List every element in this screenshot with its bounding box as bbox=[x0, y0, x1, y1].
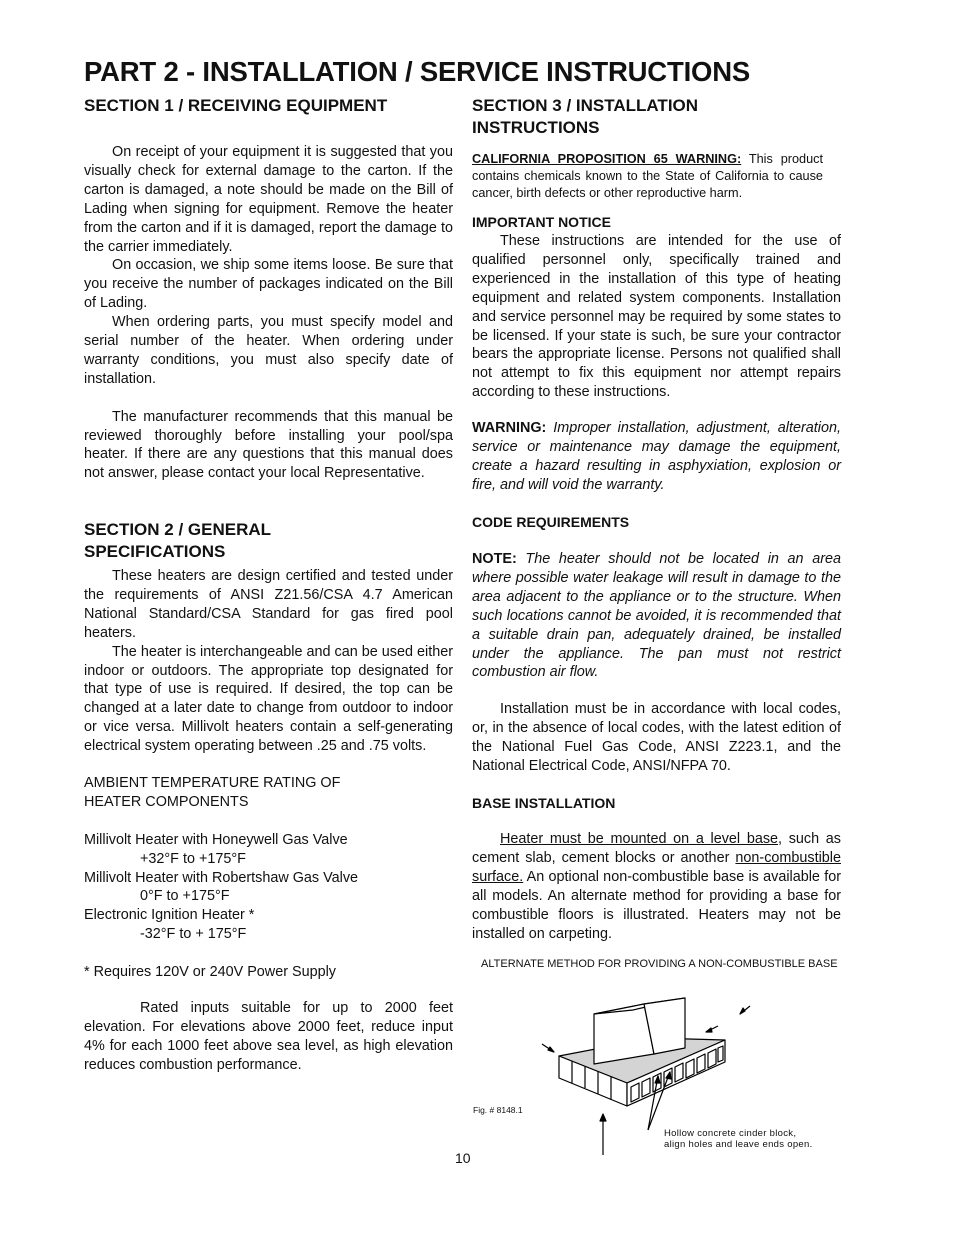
installation-codes-block bbox=[472, 700, 841, 776]
section-1-heading: SECTION 1 / RECEIVING EQUIPMENT bbox=[84, 96, 388, 115]
note-label: NOTE: bbox=[472, 551, 517, 567]
receiving-paragraph-1: On receipt of your equipment it is suggested that you visually check for external damage to the carton. If the carton is damaged, a note should be made on the Bill of Lading when signing for equipment. Remove the heater from the carton and if it is damaged, report the damage to the carrier immediately. bbox=[84, 144, 453, 255]
rating-electronic-range: -32°F to + 175°F bbox=[140, 926, 247, 943]
figure-callout-line-1: Hollow concrete cinder block, bbox=[664, 1128, 797, 1139]
figure-callout bbox=[664, 1128, 813, 1150]
installation-codes-text: Installation must be in accordance with local codes, or, in the absence of local codes, with the latest edition of the National Fuel Gas Code, ANSI Z223.1, and the National Electrical Code, ANSI/NFPA 70. bbox=[472, 701, 841, 774]
figure-number: Fig. # 8148.1 bbox=[473, 1105, 523, 1115]
warning-text: Improper installation, adjustment, alteration, service or maintenance may damage the equipment, create a hazard resulting in asphyxiation, explosion or fire, and will void the warranty. bbox=[472, 420, 841, 493]
page-number: 10 bbox=[455, 1150, 471, 1166]
section-3-heading-line-2: INSTRUCTIONS bbox=[472, 118, 600, 137]
elevation-paragraph bbox=[84, 999, 453, 1075]
rating-robertshaw-range: 0°F to +175°F bbox=[140, 888, 230, 905]
receiving-paragraph-4: The manufacturer recommends that this manual be reviewed thoroughly before installing your pool/spa heater. If there are any questions that this manual does not answer, please contact your local Representative. bbox=[84, 408, 453, 482]
rating-honeywell-range: +32°F to +175°F bbox=[140, 850, 246, 867]
non-combustible-text: non-combustible surface. bbox=[472, 849, 841, 885]
base-installation-body bbox=[472, 830, 841, 943]
elevation-text: Rated inputs suitable for up to 2000 feet elevation. For elevations above 2000 feet, reduce input 4% for each 1000 feet above sea level, as high elevation reduces combustion performance. bbox=[84, 1000, 453, 1073]
base-text-2: An optional non-combustible base is available for all models. An alternate method for providing a base for combustible floors is illustrated. Heaters may not be installed on carpeting. bbox=[472, 868, 841, 942]
section-2-heading-line-1: SECTION 2 / GENERAL bbox=[84, 520, 272, 539]
level-base-text: Heater must be mounted on a level base bbox=[500, 831, 779, 847]
important-notice-text: These instructions are intended for the use of qualified personnel only, specifically trained and experienced in the installation of this type of heating equipment and related system components. Installation and service personnel may be required by some states to be licensed. If your state is such, be sure your contractor bears the appropriate license. Persons not qualified shall not attempt to fix this equipment nor attempt repairs according to these instructions. bbox=[472, 233, 841, 401]
rating-honeywell-name: Millivolt Heater with Honeywell Gas Valve bbox=[84, 831, 348, 848]
rating-electronic-name: Electronic Ignition Heater * bbox=[84, 907, 255, 924]
base-text-1: , such as cement slab, cement blocks or another bbox=[472, 831, 842, 866]
section-2-body bbox=[84, 567, 453, 756]
prop-65-label: CALIFORNIA PROPOSITION 65 WARNING: bbox=[472, 152, 742, 166]
receiving-paragraph-3: When ordering parts, you must specify model and serial number of the heater. When ordering under warranty conditions, you must also specify date of installation. bbox=[84, 314, 453, 387]
important-notice-body bbox=[472, 232, 841, 402]
figure-callout-line-2: align holes and leave ends open. bbox=[664, 1139, 813, 1150]
section-2-heading-line-2: SPECIFICATIONS bbox=[84, 542, 226, 561]
ambient-rating-heading-1: AMBIENT TEMPERATURE RATING OF bbox=[84, 775, 341, 791]
warning-label: WARNING: bbox=[472, 420, 547, 436]
section-2-heading bbox=[84, 519, 271, 563]
prop-65-warning bbox=[472, 151, 823, 202]
section-3-heading-line-1: SECTION 3 / INSTALLATION bbox=[472, 96, 699, 115]
code-requirements-heading: CODE REQUIREMENTS bbox=[472, 514, 630, 530]
note-block bbox=[472, 550, 841, 682]
specifications-paragraph-2: The heater is interchangeable and can be used either indoor or outdoors. The appropriate top designated for that type of use is required. If desired, the top can be changed at a later date to change from outdoor to indoor or vice versa. Millivolt heaters contain a self-generating electrical system operating between .25 and .75 volts. bbox=[84, 643, 453, 755]
section-3-heading bbox=[472, 95, 698, 139]
receiving-paragraph-2: On occasion, we ship some items loose. Be sure that you receive the number of packages indicated on the Bill of Lading. bbox=[84, 257, 453, 312]
page-title: PART 2 - INSTALLATION / SERVICE INSTRUCTIONS bbox=[84, 56, 750, 87]
specifications-paragraph-1: These heaters are design certified and tested under the requirements of ANSI Z21.56/CSA 4.7 American National Standard/CSA Standard for gas fired pool heaters. bbox=[84, 568, 453, 641]
prop-65-text: This product contains chemicals known to the State of California to cause cancer, birth defects or other reproductive harm. bbox=[472, 152, 824, 200]
figure-caption: ALTERNATE METHOD FOR PROVIDING A NON-COMBUSTIBLE BASE bbox=[481, 958, 838, 970]
ambient-rating-heading-2: HEATER COMPONENTS bbox=[84, 793, 249, 810]
base-installation-heading: BASE INSTALLATION bbox=[472, 795, 616, 811]
ambient-rating-block bbox=[84, 774, 358, 982]
note-text: The heater should not be located in an area where possible water leakage will result in damage to the area adjacent to the appliance or to the structure. When such locations cannot be avoided, it is recommended that a suitable drain pan, adequately drained, be installed under the appliance. The pan must not restrict combustion air flow. bbox=[472, 551, 841, 681]
important-notice-heading: IMPORTANT NOTICE bbox=[472, 214, 611, 230]
section-1-body bbox=[84, 143, 453, 483]
power-supply-footnote: * Requires 120V or 240V Power Supply bbox=[84, 964, 336, 981]
rating-robertshaw-name: Millivolt Heater with Robertshaw Gas Valve bbox=[84, 869, 359, 886]
warning-block bbox=[472, 419, 841, 495]
